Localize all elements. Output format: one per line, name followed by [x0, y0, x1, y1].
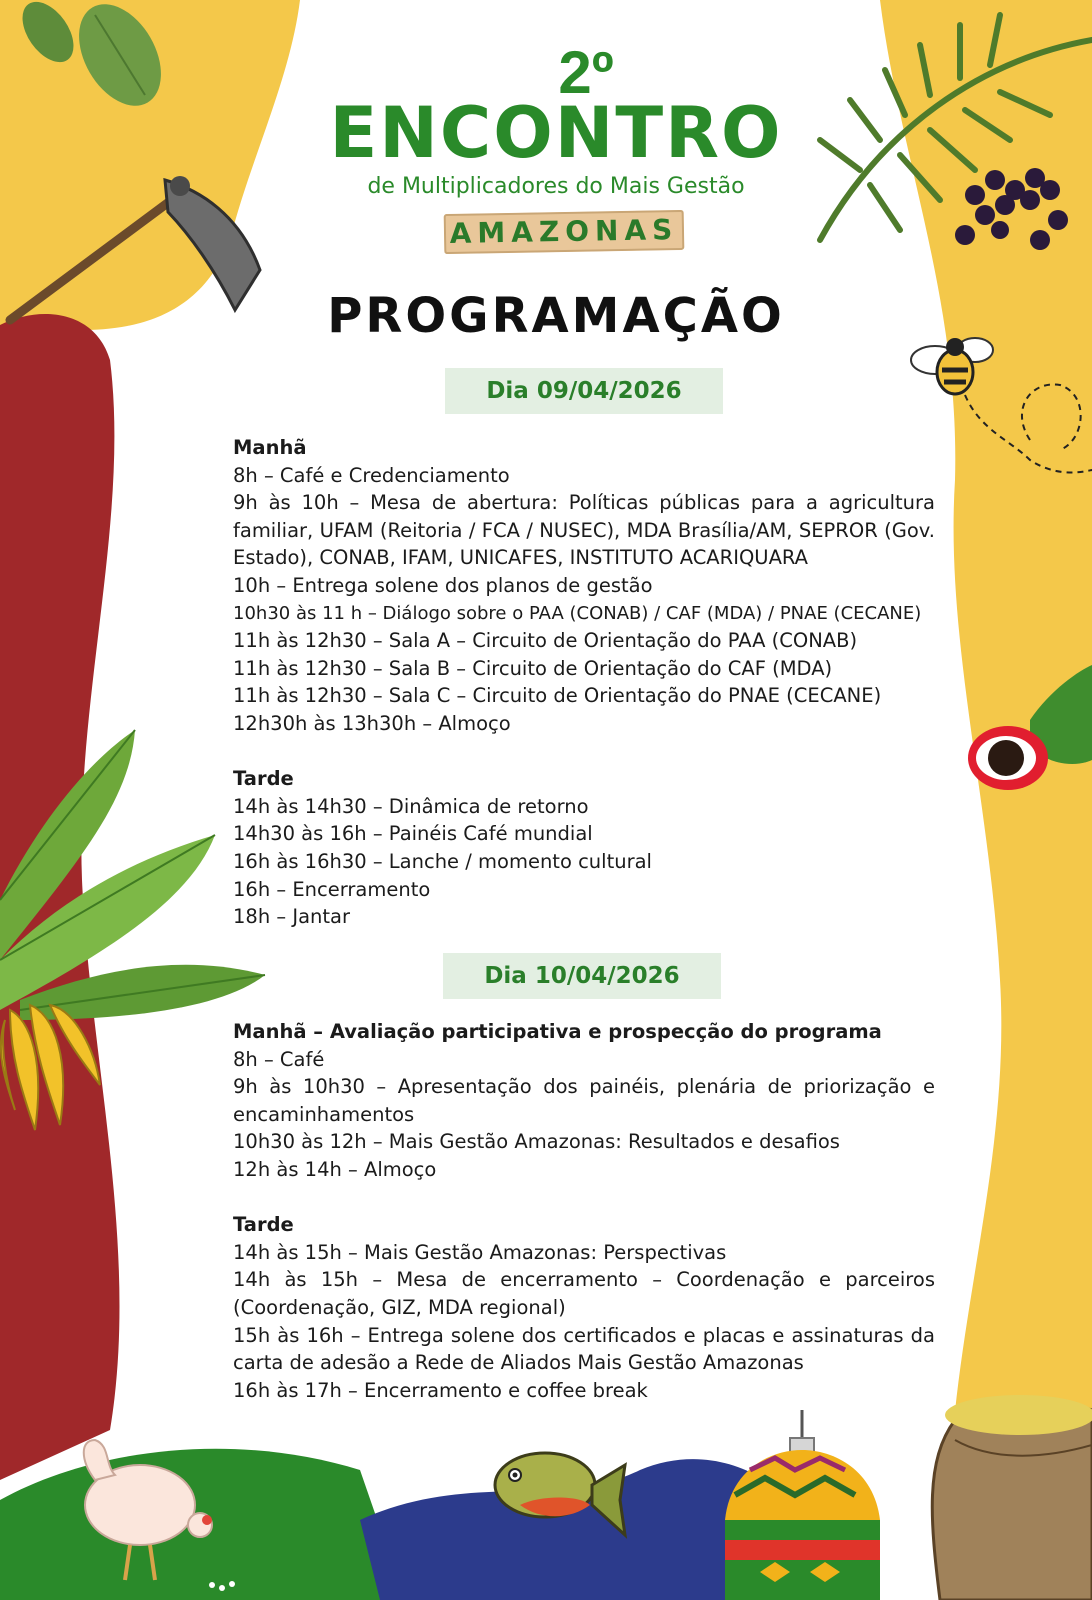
event-name: ENCONTRO — [329, 92, 783, 174]
day-2-schedule — [233, 1018, 935, 1404]
schedule-item: 10h – Entrega solene dos planos de gestão — [233, 573, 653, 597]
region-label: AMAZONAS — [449, 213, 679, 250]
session-heading: Manhã – Avaliação participativa e prospecção do programa — [233, 1020, 882, 1043]
page-title: PROGRAMAÇÃO — [327, 288, 785, 344]
schedule-item: 12h às 14h – Almoço — [233, 1157, 437, 1181]
schedule-item: 10h30 às 12h – Mais Gestão Amazonas: Resultados e desafios — [233, 1130, 840, 1154]
schedule-item: 14h às 15h – Mesa de encerramento – Coordenação e parceiros (Coordenação, GIZ, MDA regional) — [233, 1268, 935, 1319]
schedule-item: 11h às 12h30 – Sala A – Circuito de Orientação do PAA (CONAB) — [233, 629, 858, 653]
event-subtitle: de Multiplicadores do Mais Gestão — [367, 174, 745, 199]
schedule-item: 9h às 10h30 – Apresentação dos painéis, plenária de priorização e encaminhamentos — [233, 1075, 935, 1126]
day-2-date-badge: Dia 10/04/2026 — [443, 953, 721, 999]
theater-dome-icon — [725, 1410, 880, 1600]
day-1-date-badge: Dia 09/04/2026 — [445, 368, 723, 414]
schedule-item: 10h30 às 11 h – Diálogo sobre o PAA (CONAB) / CAF (MDA) / PNAE (CECANE) — [233, 602, 922, 624]
schedule-item: 12h30h às 13h30h – Almoço — [233, 711, 511, 735]
schedule-item: 14h às 14h30 – Dinâmica de retorno — [233, 794, 589, 818]
schedule-item: 9h às 10h – Mesa de abertura: Políticas públicas para a agricultura familiar, UFAM (Reitoria / FCA / NUSEC), MDA Brasília/AM, SEPROR (Gov. Estado), CONAB, IFAM, UNICAFES, INSTITUTO ACARIQUARA — [233, 491, 935, 570]
schedule-item: 14h às 15h – Mais Gestão Amazonas: Perspectivas — [233, 1240, 727, 1264]
schedule-item: 16h às 17h – Encerramento e coffee break — [233, 1378, 648, 1402]
schedule-item: 15h às 16h – Entrega solene dos certificados e placas e assinaturas da carta de adesão a Rede de Aliados Mais Gestão Amazonas — [233, 1323, 935, 1375]
spacer — [233, 1184, 935, 1212]
schedule-item: 11h às 12h30 – Sala B – Circuito de Orientação do CAF (MDA) — [233, 656, 833, 680]
flour-sack-icon — [932, 1395, 1092, 1600]
session-heading: Tarde — [233, 1213, 294, 1237]
schedule-item: 8h – Café e Credenciamento — [233, 463, 510, 487]
session-heading: Tarde — [233, 767, 294, 791]
edition-number: 2º — [558, 39, 614, 106]
region-plank — [444, 210, 685, 254]
schedule-item: 16h às 16h30 – Lanche / momento cultural — [233, 849, 652, 873]
schedule-item: 18h – Jantar — [233, 905, 350, 929]
spacer — [233, 738, 935, 766]
schedule-item: 14h30 às 16h – Painéis Café mundial — [233, 822, 593, 846]
session-heading: Manhã — [233, 436, 307, 459]
day-1-schedule — [233, 434, 935, 931]
schedule-item: 16h – Encerramento — [233, 877, 431, 901]
schedule-item: 11h às 12h30 – Sala C – Circuito de Orientação do PNAE (CECANE) — [233, 684, 882, 708]
schedule-item: 8h – Café — [233, 1047, 325, 1071]
